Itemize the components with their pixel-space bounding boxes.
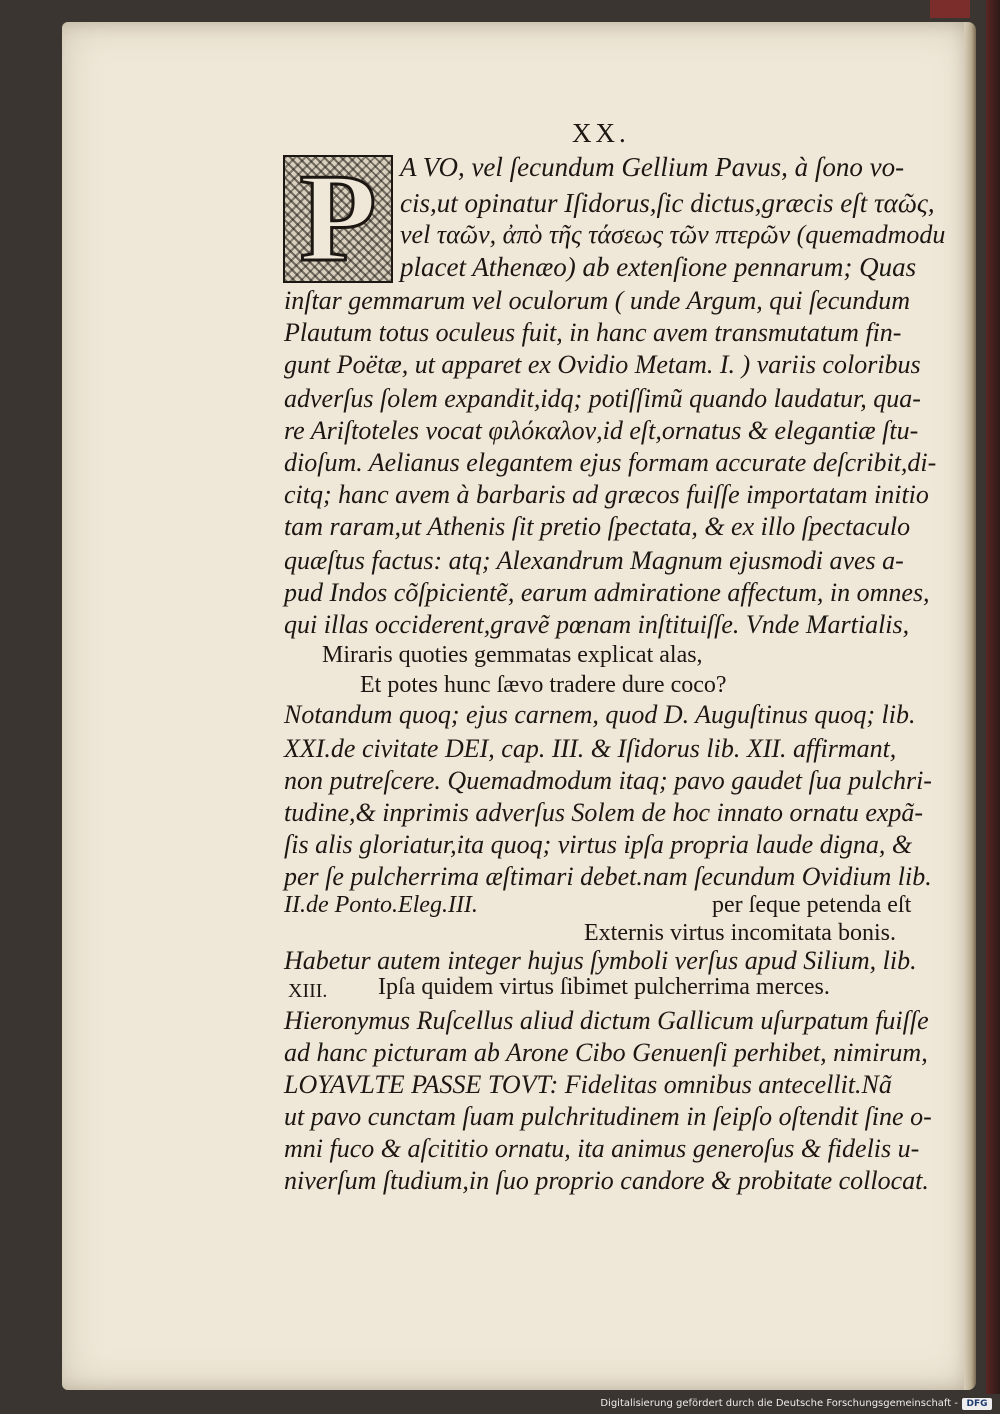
body-line: citq; hanc avem à barbaris ad græcos fuiſſe importatam initio <box>284 480 929 509</box>
initial-letter: P <box>299 149 377 288</box>
body-line: dioſum. Aelianus elegantem ejus formam accurate deſcribit,di- <box>284 448 937 477</box>
body-line: ſis alis gloriatur,ita quoq; virtus ipſa propria laude digna, & <box>284 830 913 859</box>
body-line: quæſtus factus: atq; Alexandrum Magnum ejusmodi aves a- <box>284 546 904 575</box>
body-line: gunt Poëtæ, ut apparet ex Ovidio Metam. I. ) variis coloribus <box>284 350 921 379</box>
body-line: ut pavo cunctam ſuam pulchritudinem in ſeipſo oſtendit ſine o- <box>284 1102 932 1131</box>
verse-line: per ſeque petenda eſt <box>712 892 912 918</box>
body-line: Notandum quoq; ejus carnem, quod D. Auguſtinus quoq; lib. <box>284 700 916 729</box>
body-line: Habetur autem integer hujus ſymboli verſus apud Silium, lib. <box>284 946 917 975</box>
body-line: XIII. <box>288 980 328 1002</box>
dfg-logo: DFG <box>962 1398 992 1410</box>
body-line: pud Indos cõſpicientẽ, earum admiratione affectum, in omnes, <box>284 578 930 607</box>
verse-line: Et potes hunc ſævo tradere dure coco? <box>360 672 727 698</box>
body-line: re Ariſtoteles vocat φιλόκαλον,id eſt,ornatus & elegantiæ ſtu- <box>284 416 919 445</box>
book-binding-edge <box>986 0 1000 1414</box>
decorated-initial <box>283 149 393 288</box>
body-line: tam raram,ut Athenis ſit pretio ſpectata, & ex illo ſpectaculo <box>284 512 911 541</box>
verse-line: Miraris quoties gemmatas explicat alas, <box>322 642 703 668</box>
verse-line: Externis virtus incomitata bonis. <box>584 920 896 946</box>
funding-notice: Digitalisierung gefördert durch die Deutsche Forschungsgemeinschaft - <box>600 1398 958 1409</box>
body-line: cis,ut opinatur Iſidorus,ſic dictus,græcis eſt ταῶς, <box>400 188 935 218</box>
body-line: non putreſcere. Quemadmodum itaq; pavo gaudet ſua pulchri- <box>284 766 932 795</box>
verse-line: Ipſa quidem virtus ſibimet pulcherrima merces. <box>378 974 830 1000</box>
body-line: mni fuco & aſcititio ornatu, ita animus generoſus & fidelis u- <box>284 1134 920 1163</box>
body-line: inſtar gemmarum vel oculorum ( unde Argum, qui ſecundum <box>284 286 911 315</box>
bookmark-ribbon <box>930 0 970 18</box>
body-line: LOYAVLTE PASSE TOVT: Fidelitas omnibus antecellit.Nã <box>284 1070 892 1099</box>
body-line: ad hanc picturam ab Arone Cibo Genuenſi perhibet, nimirum, <box>284 1038 928 1067</box>
body-line: XXI.de civitate DEI, cap. III. & Iſidorus lib. XII. affirmant, <box>284 734 897 763</box>
body-line: placet Athenæo) ab extenſione pennarum; Quas <box>400 252 917 282</box>
body-line: qui illas occiderent,gravẽ pœnam inſtituiſſe. Vnde Martialis, <box>284 610 910 639</box>
body-line: niverſum ſtudium,in ſuo proprio candore & probitate collocat. <box>284 1166 929 1195</box>
body-line: Hieronymus Ruſcellus aliud dictum Gallicum uſurpatum fuiſſe <box>284 1006 929 1035</box>
body-line: vel ταῶν, ἀπὸ τῆς τάσεως τῶν πτερῶν (quemadmodu <box>400 220 946 249</box>
body-line: per ſe pulcherrima æſtimari debet.nam ſecundum Ovidium lib. <box>284 862 932 891</box>
page-edge <box>964 22 976 1390</box>
body-line: Plautum totus oculeus fuit, in hanc avem transmutatum fin- <box>284 318 902 347</box>
body-line: adverſus ſolem expandit,idq; potiſſimũ quando laudatur, qua- <box>284 384 921 413</box>
body-line: A VO, vel ſecundum Gellium Pavus, à ſono vo- <box>400 152 905 182</box>
body-line: II.de Ponto.Eleg.III. <box>284 892 478 918</box>
body-line: tudine,& inprimis adverſus Solem de hoc innato ornatu expã- <box>284 798 924 827</box>
page-number: XX. <box>572 118 630 148</box>
